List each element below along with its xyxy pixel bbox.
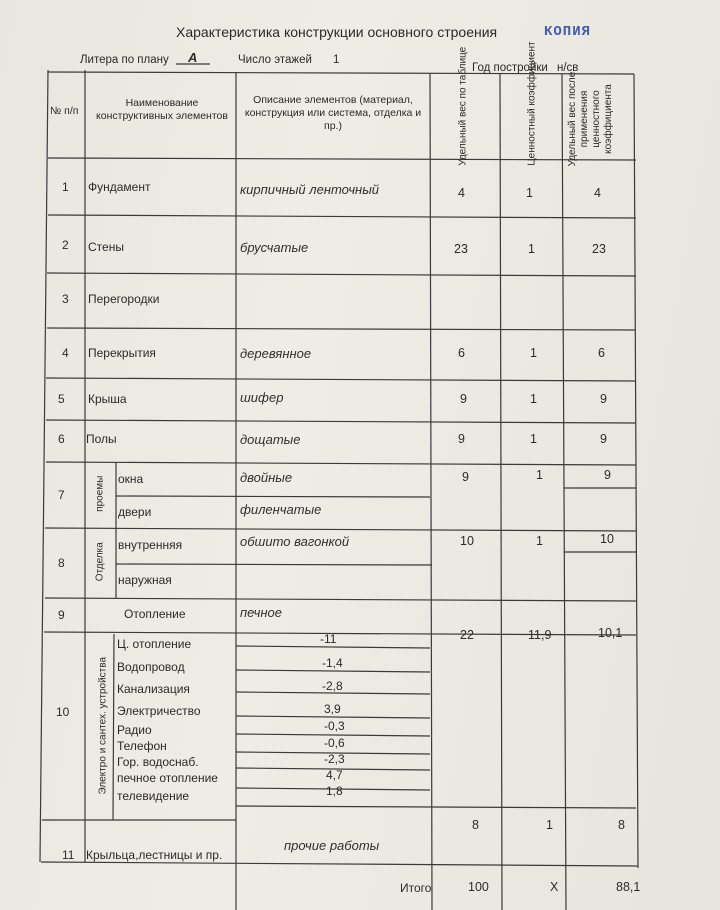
row1-name: Фундамент [88,180,151,194]
copy-stamp: КОПИЯ [544,24,592,40]
row2-desc: брусчатые [240,240,309,255]
row8-num: 8 [58,556,65,570]
row10-item-value: 1,8 [326,784,343,798]
header-name: Наименование конструктивных элементов [96,97,228,123]
row6-desc: дощатые [240,432,301,447]
row11-weight: 8 [472,818,479,832]
row8-sub1: внутренняя [118,538,183,552]
total-weight: 100 [468,880,489,894]
row7-sub2: двери [118,505,152,519]
row10-item-value: -2,3 [324,752,345,766]
row10-weight: 22 [460,628,474,642]
row10-item-name: Водопровод [117,660,185,674]
total-coef: Х [550,880,559,894]
year-label: Год постройки [472,62,548,74]
row4-weight: 6 [458,346,465,360]
row10-item-name: телевидение [117,789,190,803]
header-num: № п/п [50,105,79,117]
row1-after: 4 [594,186,601,200]
row10-item-name: Телефон [117,739,167,753]
document-title: Характеристика конструкции основного строения [176,24,498,40]
row10-after: 10,1 [598,626,623,640]
row10-item-value: -0,3 [324,719,345,733]
row7-coef: 1 [536,468,543,482]
row1-weight: 4 [458,186,465,200]
litera-value: А [188,50,198,65]
row8-sub2: наружная [118,573,172,587]
row8-desc1: обшито вагонкой [240,534,350,549]
row5-after: 9 [600,392,607,406]
row6-name: Полы [86,432,117,446]
row10-item-name: Электричество [117,704,201,718]
row1-num: 1 [62,180,69,194]
row4-after: 6 [598,346,605,360]
row7-num: 7 [58,488,65,502]
row10-item-name: Радио [117,723,152,737]
row4-coef: 1 [530,346,537,360]
header-coef: Ценностный коэффициент [526,41,538,166]
row3-num: 3 [62,292,69,306]
row7-desc2: филенчатые [240,502,322,517]
row10-num: 10 [56,705,70,719]
row10-coef: 11,9 [528,628,552,642]
row10-group: Электро и сантех. устройства [97,656,109,795]
row2-weight: 23 [454,242,468,256]
row11-desc: прочие работы [284,838,380,853]
header-desc: Описание элементов (материал, конструкция или система, отделка и пр.) [244,94,422,133]
row7-after: 9 [604,468,611,482]
year-value: н/св [557,62,579,74]
row7-sub1: окна [118,472,144,486]
row10-item-name: печное отопление [117,771,218,785]
row9-name: Отопление [124,607,186,621]
row2-coef: 1 [528,242,535,256]
header-weight: Удельный вес по таблице [457,46,469,166]
row10-item-name: Гор. водоснаб. [117,755,199,769]
row8-weight: 10 [460,534,474,548]
row10-item-value: 3,9 [324,702,341,716]
row9-desc: печное [240,605,282,620]
row5-weight: 9 [460,392,467,406]
row10-item-name: Канализация [117,682,190,696]
row7-group: проемы [94,475,106,512]
row2-after: 23 [592,242,606,256]
row10-item-name: Ц. отопление [117,637,192,651]
row8-group: Отделка [94,542,106,582]
row8-coef: 1 [536,534,543,548]
floors-label: Число этажей [238,54,312,66]
total-after: 88,1 [616,880,641,894]
row5-desc: шифер [240,390,284,405]
row5-coef: 1 [530,392,537,406]
row6-coef: 1 [530,432,537,446]
row10-item-value: -0,6 [324,736,345,750]
row2-num: 2 [62,238,69,252]
row3-name: Перегородки [88,292,160,306]
row11-num: 11 [62,848,75,862]
row7-weight: 9 [462,470,469,484]
row10-item-value: -11 [320,632,337,646]
row8-after: 10 [600,532,614,546]
row11-name: Крыльца,лестницы и пр. [86,848,223,862]
row11-after: 8 [618,818,625,832]
litera-label: Литера по плану [80,54,169,66]
total-label: Итого [400,881,432,895]
row10-item-value: 4,7 [326,768,343,782]
row11-coef: 1 [546,818,553,832]
row5-name: Крыша [88,392,127,406]
row6-weight: 9 [458,432,465,446]
row5-num: 5 [58,392,65,406]
row4-num: 4 [62,346,69,360]
row7-desc1: двойные [240,470,293,485]
row4-name: Перекрытия [88,346,156,360]
row10-item-value: -1,4 [322,656,343,670]
row6-num: 6 [58,432,65,446]
row6-after: 9 [600,432,607,446]
row10-item-value: -2,8 [322,679,343,693]
row2-name: Стены [88,240,124,254]
row1-coef: 1 [526,186,533,200]
row4-desc: деревянное [240,346,312,361]
row1-desc: кирпичный ленточный [240,182,379,197]
row9-num: 9 [58,608,65,622]
floors-value: 1 [333,54,340,66]
header-weight-after: Удельный вес после применения ценностного коэффициента [567,71,614,167]
